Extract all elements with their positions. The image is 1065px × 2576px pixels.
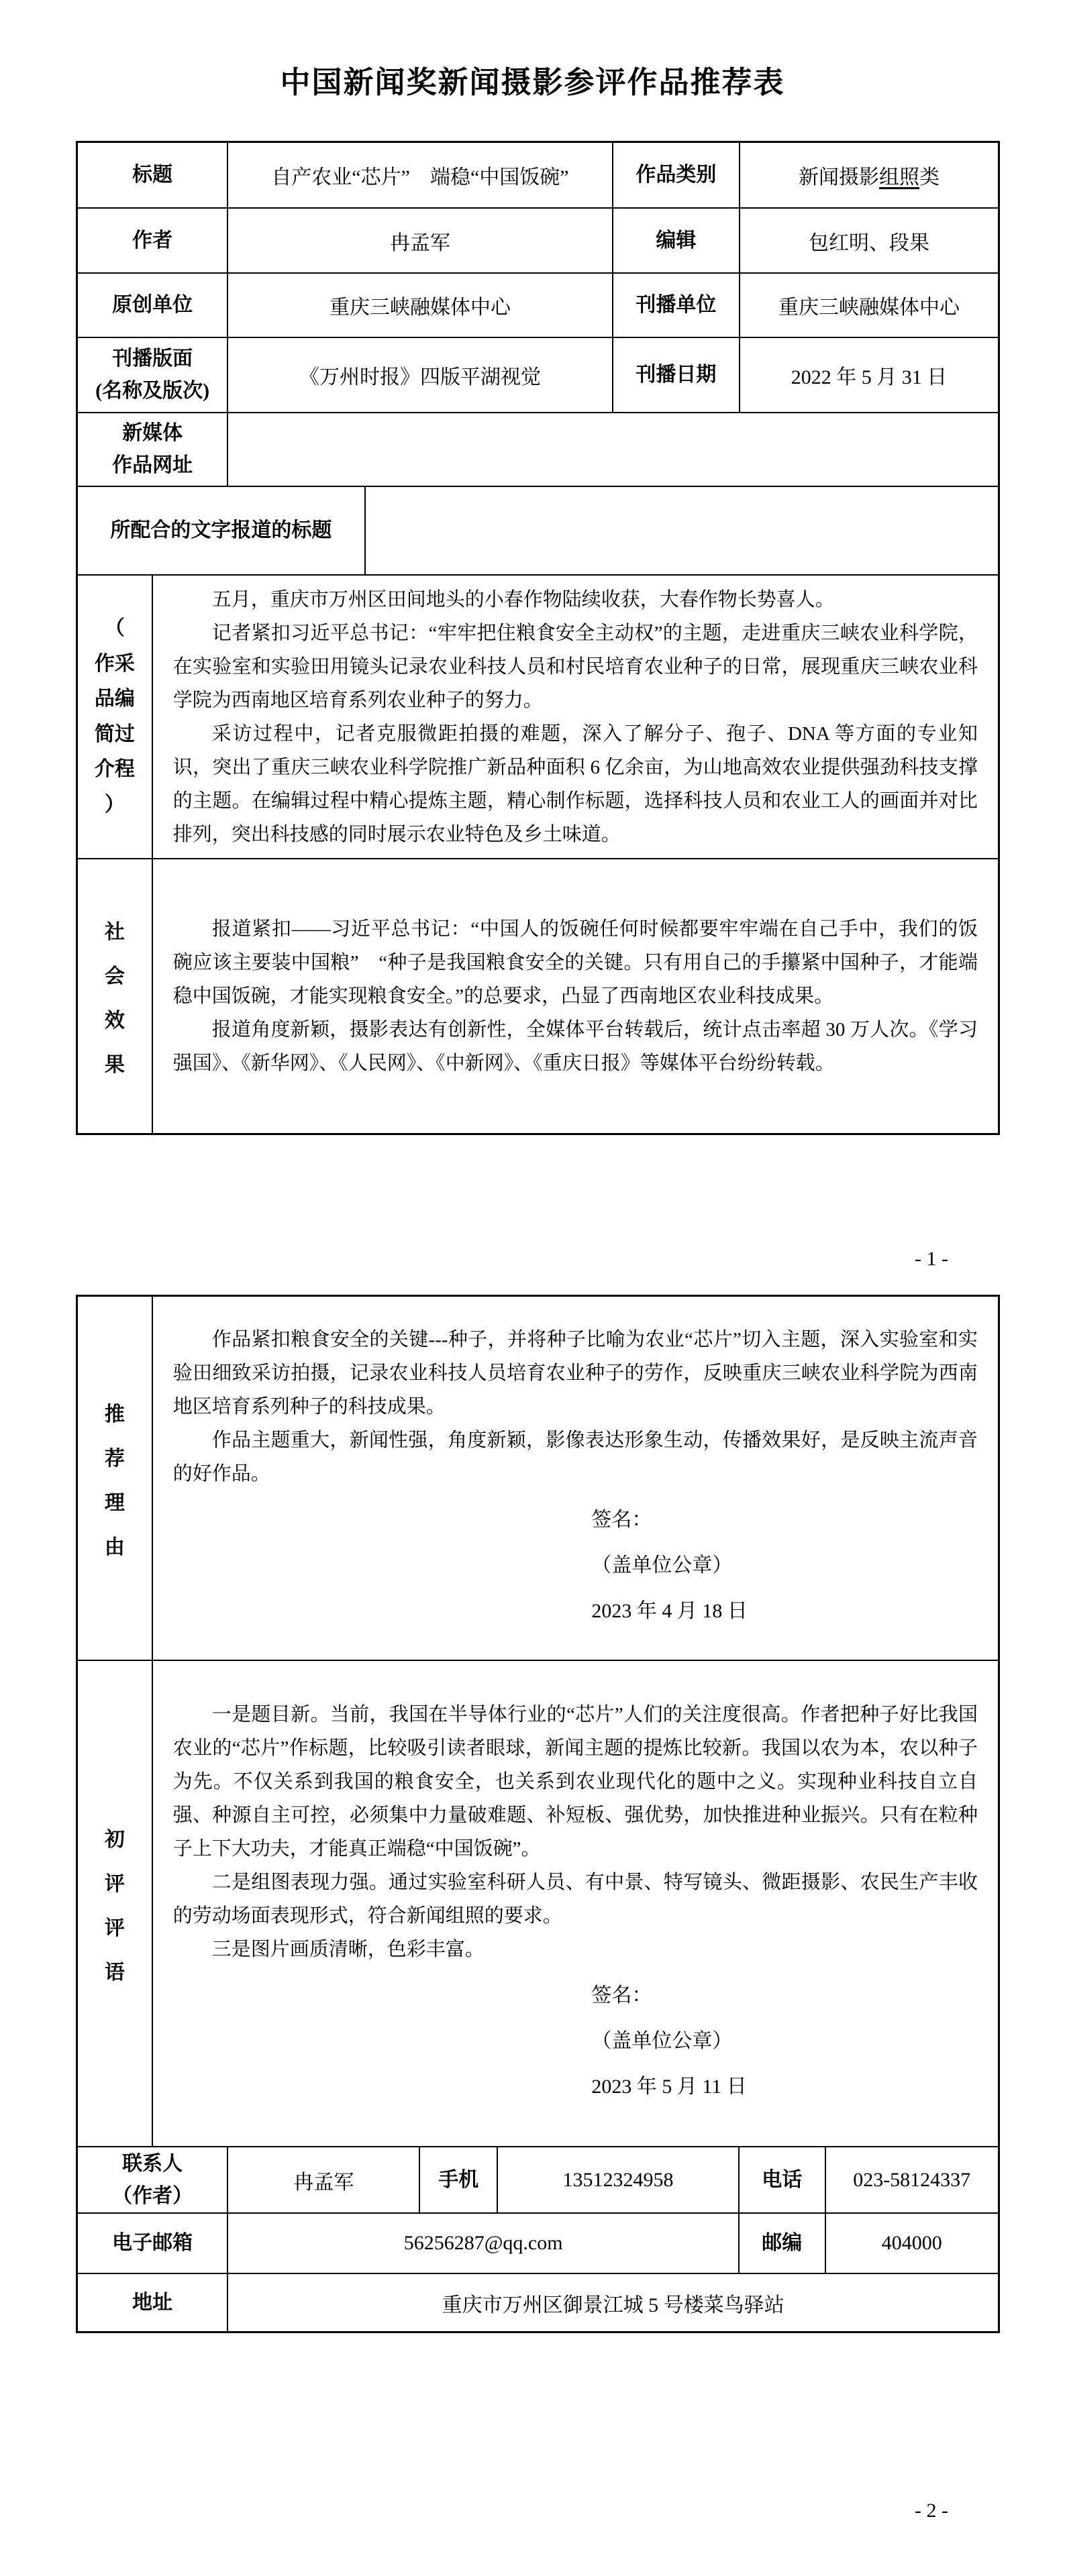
field-value-publish-org: 重庆三峡融媒体中心 bbox=[740, 274, 998, 338]
field-value-publish-date: 2022 年 5 月 31 日 bbox=[740, 338, 998, 413]
signature-label: 签名： bbox=[591, 1508, 652, 1531]
table-row bbox=[78, 576, 998, 859]
field-label-title: 标题 bbox=[78, 143, 228, 209]
category-underlined: 组照 bbox=[879, 166, 920, 189]
signature-date: 2023 年 5 月 11 日 bbox=[591, 2075, 747, 2098]
field-label-address: 地址 bbox=[78, 2274, 228, 2331]
signature-date: 2023 年 4 月 18 日 bbox=[591, 1599, 748, 1622]
paragraph: 报道角度新颖，摄影表达有创新性，全媒体平台转载后，统计点击率超 30 万人次。《学习强国》、《新华网》、《人民网》、《中新网》、《重庆日报》等媒体平台纷纷转载。 bbox=[172, 1019, 978, 1074]
paragraph: 作品紧扣粮食安全的关键---种子，并将种子比喻为农业“芯片”切入主题，深入实验室和实验田细致采访拍摄，记录农业科技人员培育农业种子的劳作，反映重庆三峡农业科学院为西南地区培育系列种子的科技成果。 bbox=[172, 1328, 978, 1417]
field-label-publish-layout: 刊播版面 (名称及版次) bbox=[78, 338, 228, 413]
paragraph: 报道紧扣——习近平总书记：“中国人的饭碗任何时候都要牢牢端在自己手中，我们的饭碗应该主要装中国粮” “种子是我国粮食安全的关键。只有用自己的手攥紧中国种子，才能端稳中国饭碗，才能实现粮食安全。”的总要求，凸显了西南地区农业科技成果。 bbox=[172, 918, 978, 1007]
field-label-publish-org: 刊播单位 bbox=[613, 274, 740, 338]
paragraph: 五月，重庆市万州区田间地头的小春作物陆续收获，大春作物长势喜人。 bbox=[211, 588, 835, 610]
table-row bbox=[78, 413, 998, 487]
work-intro-label: （ 作采 品编 简过 介程 ） bbox=[78, 576, 153, 859]
field-value-publish-layout: 《万州时报》四版平湖视觉 bbox=[228, 338, 613, 413]
initial-review-body bbox=[153, 1661, 998, 2147]
field-value-email: 56256287@qq.com bbox=[228, 2214, 740, 2274]
field-label-new-media-url: 新媒体 作品网址 bbox=[78, 413, 228, 487]
field-value-category bbox=[740, 143, 998, 209]
paragraph: 二是组图表现力强。通过实验室科研人员、有中景、特写镜头、微距摄影、农民生产丰收的劳动场面表现形式，符合新闻组照的要求。 bbox=[172, 1871, 978, 1927]
page-number-2: - 2 - bbox=[915, 2500, 948, 2522]
table-row bbox=[78, 1297, 998, 1661]
field-label-text-report-title: 所配合的文字报道的标题 bbox=[78, 487, 366, 576]
paragraph: 采访过程中，记者克服微距拍摄的难题，深入了解分子、孢子、DNA 等方面的专业知识，突出了重庆三峡农业科学院推广新品种面积 6 亿余亩，为山地高效农业提供强劲科技支撑的主题。在编辑过程中精心提炼主题，精心制作标题，选择科技人员和农业工人的画面并对比排列，突出科技感的同时展示农业特色及乡土味道。 bbox=[172, 722, 978, 845]
seal-note: （盖单位公章） bbox=[591, 1554, 733, 1576]
recommend-reason-label: 推 荐 理 由 bbox=[78, 1297, 153, 1661]
field-label-phone: 电话 bbox=[740, 2147, 826, 2214]
field-value-origin-org: 重庆三峡融媒体中心 bbox=[228, 274, 613, 338]
field-label-mobile: 手机 bbox=[420, 2147, 498, 2214]
field-value-text-report-title bbox=[366, 487, 998, 576]
field-value-new-media-url bbox=[228, 413, 998, 487]
paragraph: 三是图片画质清晰，色彩丰富。 bbox=[211, 1938, 485, 1960]
field-value-zip: 404000 bbox=[826, 2214, 998, 2274]
field-value-address: 重庆市万州区御景江城 5 号楼菜鸟驿站 bbox=[442, 2294, 784, 2316]
field-value-mobile: 13512324958 bbox=[498, 2147, 740, 2214]
table-row bbox=[78, 274, 998, 338]
signature-block bbox=[591, 1497, 978, 1634]
table-row bbox=[78, 487, 998, 576]
paragraph: 一是题目新。当前，我国在半导体行业的“芯片”人们的关注度很高。作者把种子好比我国农业的“芯片”作标题，比较吸引读者眼球，新闻主题的提炼比较新。我国以农为本，农以种子为先。不仅关系到我国的粮食安全，也关系到农业现代化的题中之义。实现种业科技自立自强、种源自主可控，必须集中力量破难题、补短板、强优势，加快推进种业振兴。只有在粒种子上下大功夫，才能真正端稳“中国饭碗”。 bbox=[172, 1703, 978, 1860]
paragraph: 作品主题重大，新闻性强，角度新颖，影像表达形象生动，传播效果好，是反映主流声音的好作品。 bbox=[172, 1429, 978, 1485]
seal-note: （盖单位公章） bbox=[591, 2029, 733, 2052]
social-effect-body bbox=[153, 859, 998, 1133]
field-label-category: 作品类别 bbox=[613, 143, 740, 209]
signature-label: 签名： bbox=[591, 1984, 652, 2006]
evaluation-table bbox=[76, 1295, 1000, 2333]
recommend-reason-body bbox=[153, 1297, 998, 1661]
field-label-zip: 邮编 bbox=[740, 2214, 826, 2274]
table-row bbox=[78, 2147, 998, 2214]
field-label-contact-person: 联系人 （作者） bbox=[78, 2147, 228, 2214]
page-title: 中国新闻奖新闻摄影参评作品推荐表 bbox=[280, 66, 785, 99]
paragraph: 记者紧扣习近平总书记：“牢牢把住粮食安全主动权”的主题，走进重庆三峡农业科学院，在实验室和实验田用镜头记录农业科技人员和村民培育农业种子的日常，展现重庆三峡农业科学院为西南地区培育系列农业种子的努力。 bbox=[172, 622, 978, 711]
initial-review-label: 初 评 评 语 bbox=[78, 1661, 153, 2147]
field-value-editor: 包红明、段果 bbox=[740, 209, 998, 274]
field-value-author: 冉孟军 bbox=[228, 209, 613, 274]
field-value-title: 自产农业“芯片” 端稳“中国饭碗” bbox=[228, 143, 613, 209]
table-row bbox=[78, 338, 998, 413]
field-label-email: 电子邮箱 bbox=[78, 2214, 228, 2274]
category-prefix: 新闻摄影 bbox=[799, 166, 880, 189]
table-row bbox=[78, 209, 998, 274]
field-label-author: 作者 bbox=[78, 209, 228, 274]
table-row bbox=[78, 2274, 998, 2331]
field-label-editor: 编辑 bbox=[613, 209, 740, 274]
page-number-1: - 1 - bbox=[915, 1248, 948, 1270]
field-value-contact-person: 冉孟军 bbox=[228, 2147, 420, 2214]
work-intro-body bbox=[153, 576, 998, 859]
category-suffix: 类 bbox=[919, 166, 940, 189]
table-row bbox=[78, 143, 998, 209]
field-label-publish-date: 刊播日期 bbox=[613, 338, 740, 413]
field-value-phone: 023-58124337 bbox=[826, 2147, 998, 2214]
social-effect-label: 社 会 效 果 bbox=[78, 859, 153, 1133]
table-row bbox=[78, 859, 998, 1133]
field-label-origin-org: 原创单位 bbox=[78, 274, 228, 338]
signature-block bbox=[591, 1973, 978, 2110]
table-row bbox=[78, 2214, 998, 2274]
table-row bbox=[78, 1661, 998, 2147]
basic-info-table bbox=[76, 141, 1000, 1135]
